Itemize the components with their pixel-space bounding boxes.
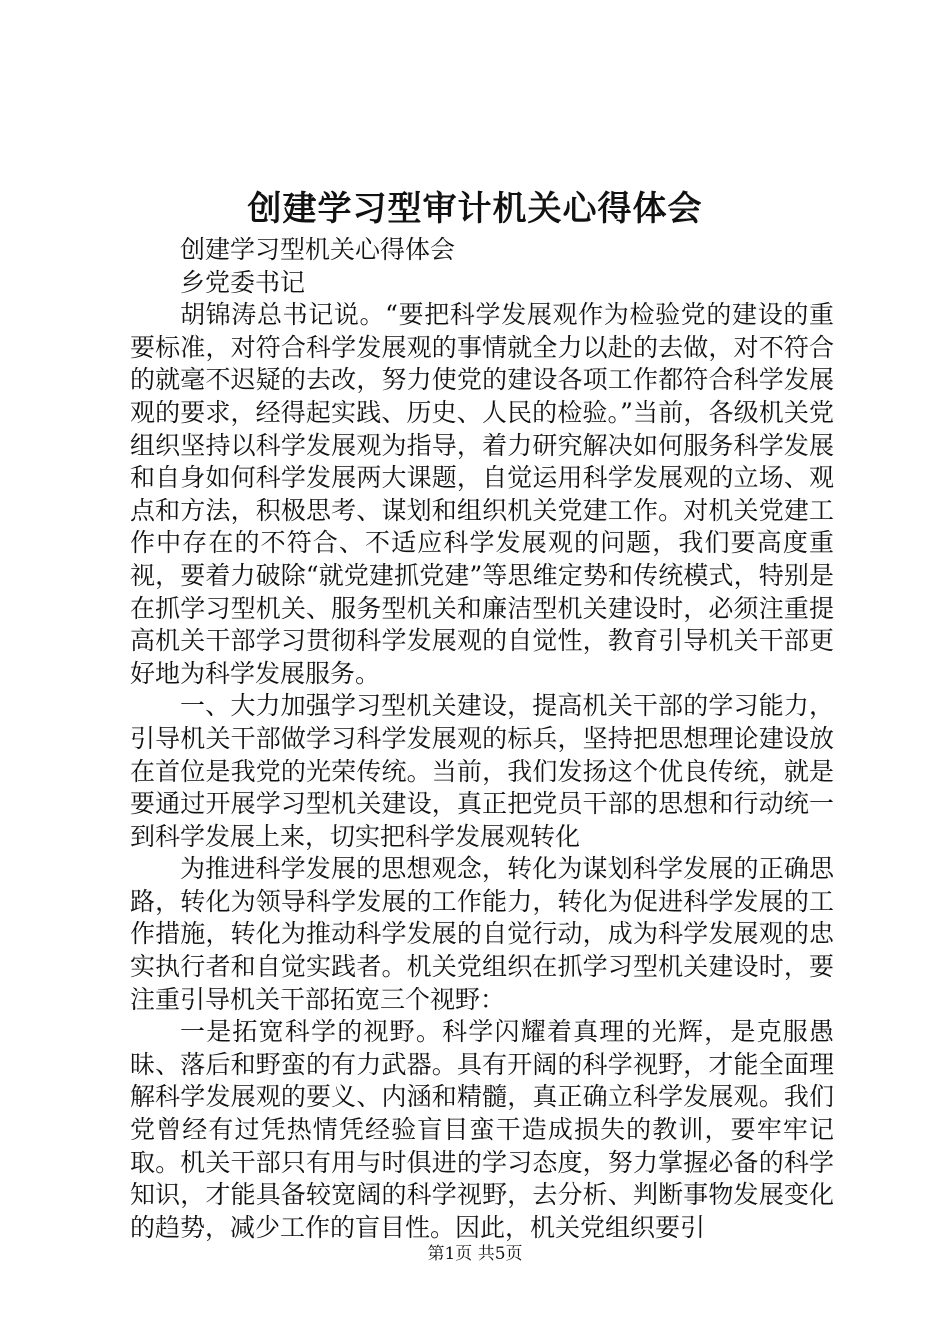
body-paragraph: 为推进科学发展的思想观念，转化为谋划科学发展的正确思路，转化为领导科学发展的工作能力，转化为促进科学发展的工作措施，转化为推动科学发展的自觉行动，成为科学发展观的忠实执行者和自觉实践者。机关党组织在抓学习型机关建设时，要注重引导机关干部拓宽三个视野： <box>130 854 834 1014</box>
body-paragraph: 一是拓宽科学的视野。科学闪耀着真理的光辉，是克服愚昧、落后和野蛮的有力武器。具有开阔的科学视野，才能全面理解科学发展观的要义、内涵和精髓，真正确立科学发展观。我们党曾经有过凭热情凭经验盲目蛮干造成损失的教训，要牢牢记取。机关干部只有用与时俱进的学习态度，努力掌握必备的科学知识，才能具备较宽阔的科学视野，去分析、判断事物发展变化的趋势，减少工作的盲目性。因此，机关党组织要引 <box>130 1017 834 1242</box>
author-paragraph: 乡党委书记 <box>180 267 306 297</box>
document-body <box>130 234 834 1244</box>
document-title: 创建学习型审计机关心得体会 <box>247 189 703 229</box>
page-footer: 第1页 共5页 <box>427 1244 523 1264</box>
body-paragraph: 一、大力加强学习型机关建设，提高机关干部的学习能力，引导机关干部做学习科学发展观的标兵，坚持把思想理论建设放在首位是我党的光荣传统。当前，我们发扬这个优良传统，就是要通过开展学习型机关建设，真正把党员干部的思想和行动统一到科学发展上来，切实把科学发展观转化 <box>130 691 834 851</box>
subtitle-paragraph: 创建学习型机关心得体会 <box>180 235 456 264</box>
body-paragraph: 胡锦涛总书记说。“要把科学发展观作为检验党的建设的重要标准，对符合科学发展观的事情就全力以赴的去做，对不符合的就毫不迟疑的去改，努力使党的建设各项工作都符合科学发展观的要求，经得起实践、历史、人民的检验。”当前，各级机关党组织坚持以科学发展观为指导，着力研究解决如何服务科学发展和自身如何科学发展两大课题，自觉运用科学发展观的立场、观点和方法，积极思考、谋划和组织机关党建工作。对机关党建工作中存在的不符合、不适应科学发展观的问题，我们要高度重视，要着力破除“就党建抓党建”等思维定势和传统模式，特别是在抓学习型机关、服务型机关和廉洁型机关建设时，必须注重提高机关干部学习贯彻科学发展观的自觉性，教育引导机关干部更好地为科学发展服务。 <box>130 300 834 688</box>
